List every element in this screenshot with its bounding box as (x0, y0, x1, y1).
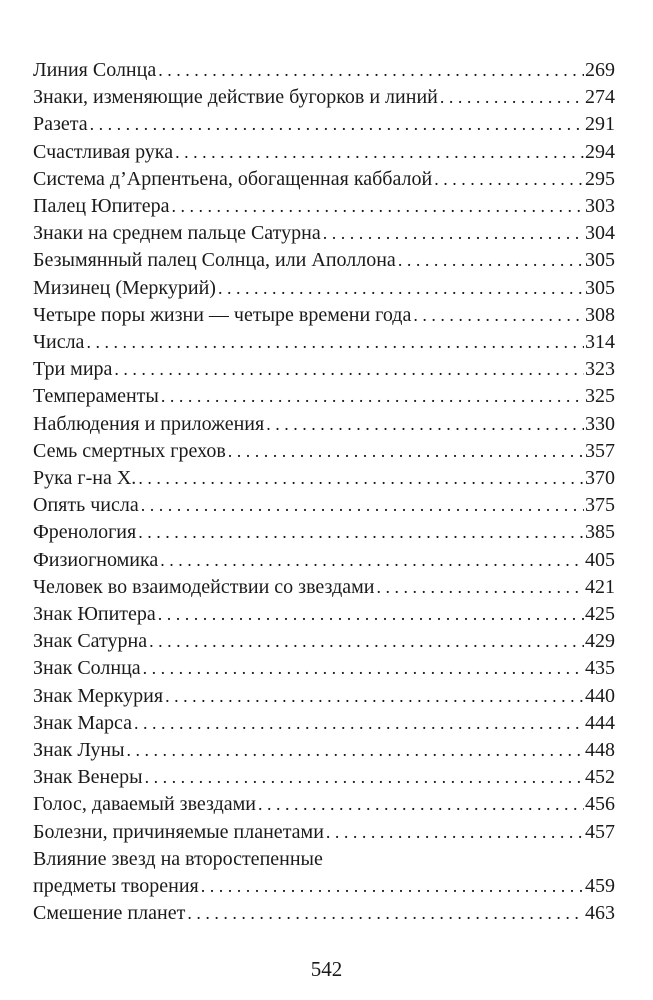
toc-entry-title: Система д’Арпентьена, обогащенная каббалой (33, 167, 433, 190)
dot-leader (127, 737, 584, 764)
toc-entry-page: 314 (585, 331, 615, 353)
dot-leader (158, 57, 584, 84)
toc-entry-page: 295 (585, 167, 615, 190)
toc-entry-page: 440 (585, 684, 615, 707)
toc-entry (33, 193, 615, 220)
toc-entry (33, 84, 615, 111)
dot-leader (141, 492, 584, 519)
toc-entry (33, 166, 615, 193)
toc-entry (33, 57, 615, 84)
toc-entry (33, 601, 615, 628)
toc-entry-page: 435 (585, 657, 615, 680)
dot-leader (138, 519, 584, 546)
toc-entry-title: Безымянный палец Солнца, или Аполлона (33, 249, 396, 272)
toc-entry-page: 456 (585, 793, 615, 816)
toc-entry-page: 303 (585, 195, 615, 217)
toc-entry (33, 628, 615, 655)
toc-entry (33, 547, 615, 574)
toc-entry-page: 463 (585, 902, 615, 925)
toc-entry-title: Знак Сатурна (33, 630, 148, 653)
toc-entry-title: Смешение планет (33, 902, 186, 925)
toc-entry-title: Болезни, причиняемые планетами (33, 820, 324, 843)
toc-entry-title: Знак Юпитера (33, 603, 156, 625)
toc-entry-title: Рука г-на X. (33, 467, 137, 489)
toc-entry (33, 846, 615, 900)
dot-leader (376, 574, 584, 601)
toc-entry-page: 459 (585, 874, 615, 897)
toc-entry-title: Физиогномика (33, 548, 159, 571)
toc-entry-page: 357 (585, 439, 615, 462)
toc-entry-title: Знаки, изменяющие действие бугорков и линий (33, 86, 438, 109)
toc-entry-page: 323 (585, 358, 615, 381)
toc-entry (33, 683, 615, 710)
toc-entry-page: 325 (585, 385, 615, 408)
toc-entry-title: Линия Солнца (33, 59, 157, 81)
toc-entry-page: 448 (585, 739, 615, 761)
toc-entry-page: 405 (585, 548, 615, 571)
toc-entry-page: 305 (585, 276, 615, 299)
toc-entry-title-line1: Влияние звезд на второстепенные (33, 847, 323, 870)
toc-entry-title: Опять числа (33, 494, 139, 517)
toc-entry-title: Темпераменты (33, 385, 159, 408)
toc-entry (33, 655, 615, 682)
toc-entry (33, 356, 615, 383)
toc-entry (33, 139, 615, 166)
dot-leader (398, 247, 584, 274)
toc-entry-title: Френология (33, 521, 137, 544)
dot-leader (175, 139, 584, 166)
toc-entry-title: Человек во взаимодействии со звездами (33, 575, 375, 598)
toc-entry-page: 370 (585, 467, 615, 489)
dot-leader (90, 111, 584, 138)
dot-leader (161, 383, 584, 410)
toc-entry (33, 329, 615, 356)
toc-entry-page: 305 (585, 249, 615, 272)
page-number: 542 (310, 957, 343, 981)
dot-leader (143, 655, 584, 682)
toc-entry-title: Семь смертных грехов (33, 439, 226, 462)
dot-leader (165, 683, 584, 710)
toc-entry-page: 269 (585, 59, 615, 81)
dot-leader (434, 166, 584, 193)
toc-entry (33, 791, 615, 818)
dot-leader (158, 601, 584, 628)
toc-entry (33, 247, 615, 274)
toc-entry (33, 519, 615, 546)
toc-entry-title: Голос, даваемый звездами (33, 793, 256, 816)
toc-entry (33, 737, 615, 764)
toc-entry-title: Счастливая рука (33, 140, 174, 163)
toc-entry-title: Знак Солнца (33, 657, 141, 680)
toc-entry (33, 111, 615, 138)
toc-entry (33, 819, 615, 846)
toc-entry-title: Четыре поры жизни — четыре времени года (33, 303, 412, 326)
toc-entry-title: Знак Луны (33, 739, 125, 761)
toc-entry-title: Палец Юпитера (33, 195, 170, 217)
dot-leader (258, 791, 584, 818)
toc-entry (33, 492, 615, 519)
toc-entry-title: предметы творения (33, 874, 199, 897)
dot-leader (326, 819, 584, 846)
toc-entry-page: 444 (585, 711, 615, 734)
toc-entry-page: 457 (585, 820, 615, 843)
toc-entry (33, 438, 615, 465)
toc-entry-page: 330 (585, 412, 615, 435)
toc-entry-title: Разета (33, 113, 88, 136)
toc-entry (33, 411, 615, 438)
dot-leader (187, 900, 584, 927)
toc-entry-title: Знак Венеры (33, 766, 143, 789)
dot-leader (138, 465, 584, 492)
toc-entry (33, 302, 615, 329)
dot-leader (160, 547, 584, 574)
toc-entry-page: 385 (585, 521, 615, 544)
dot-leader (149, 628, 584, 655)
dot-leader (413, 302, 584, 329)
toc-entry-title: Наблюдения и приложения (33, 412, 265, 435)
toc-entry-title: Мизинец (Меркурий) (33, 276, 216, 299)
toc-entry (33, 710, 615, 737)
toc-entry-title: Три мира (33, 358, 113, 381)
dot-leader (266, 411, 584, 438)
dot-leader (201, 873, 584, 900)
toc-entry-page: 294 (585, 140, 615, 163)
toc-entry-title: Знак Марса (33, 711, 132, 734)
toc-entry-page: 274 (585, 86, 615, 109)
toc-entry-page: 429 (585, 630, 615, 653)
toc-entry-title: Знак Меркурия (33, 684, 164, 707)
dot-leader (228, 438, 584, 465)
dot-leader (440, 84, 584, 111)
toc-entry (33, 220, 615, 247)
toc-entry-title: Числа (33, 331, 85, 353)
toc-entry (33, 900, 615, 927)
dot-leader (114, 356, 584, 383)
dot-leader (134, 710, 584, 737)
toc-entry (33, 383, 615, 410)
dot-leader (218, 275, 584, 302)
dot-leader (323, 220, 584, 247)
toc-entry-page: 308 (585, 303, 615, 326)
toc-entry (33, 275, 615, 302)
toc-entry-page: 304 (585, 222, 615, 245)
toc-entry-page: 291 (585, 113, 615, 136)
toc-entry (33, 465, 615, 492)
dot-leader (172, 193, 584, 220)
toc-entry (33, 574, 615, 601)
toc-entry-page: 425 (585, 603, 615, 625)
toc-entry-page: 375 (585, 494, 615, 517)
toc-entry-title: Знаки на среднем пальце Сатурна (33, 222, 321, 245)
dot-leader (145, 764, 584, 791)
dot-leader (86, 329, 584, 356)
toc-entry-page: 421 (585, 575, 615, 598)
toc-entry-page: 452 (585, 766, 615, 789)
toc-entry (33, 764, 615, 791)
